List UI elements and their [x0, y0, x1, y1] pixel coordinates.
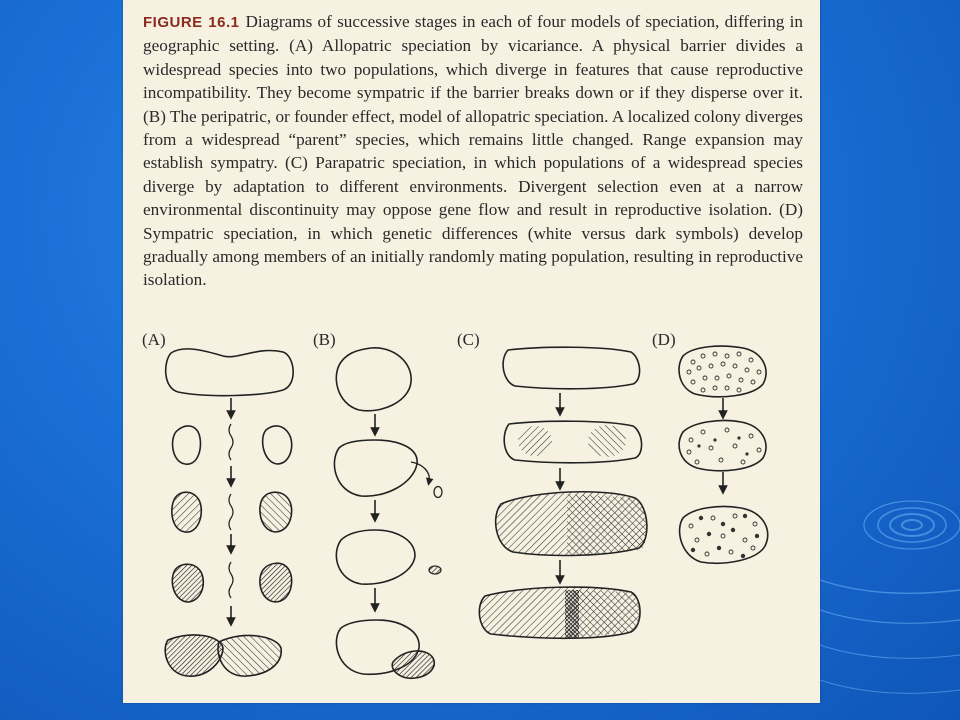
panel-label-d: (D)	[652, 330, 676, 349]
panel-label-c: (C)	[457, 330, 480, 349]
figure-label: FIGURE 16.1	[143, 14, 240, 31]
panel-a-diagram	[165, 349, 293, 676]
panel-label-a: (A)	[142, 330, 166, 349]
book-page	[123, 0, 820, 703]
ripple-decoration	[820, 470, 960, 720]
panel-d-diagram	[679, 346, 768, 563]
panel-label-b: (B)	[313, 330, 336, 349]
panel-b-diagram	[334, 348, 442, 678]
speciation-diagrams	[123, 0, 820, 703]
panel-c-diagram	[479, 347, 647, 638]
caption-text: Diagrams of successive stages in each of four models of speciation, differing in geographic setting. (A) Allopatric speciation by vicariance. A physical barrier divides a widespread species into two populations, which diverge in features that cause reproductive incompatibility. They become sympatric if the barrier breaks down or if they disperse over it. (B) The peripatric, or founder effect, model of allopatric speciation. A localized colony diverges from a widespread “parent” species, which remains little changed. Range expansion may establish sympatry. (C) Parapatric speciation, in which populations of a widespread species diverge by adaptation to different environments. Divergent selection even at a narrow environmental discontinuity may oppose gene flow and result in reproductive isolation. (D) Sympatric speciation, in which genetic differences (white versus dark symbols) develop gradually among members of an initially randomly mating population, resulting in reproductive isolation.	[143, 12, 804, 290]
